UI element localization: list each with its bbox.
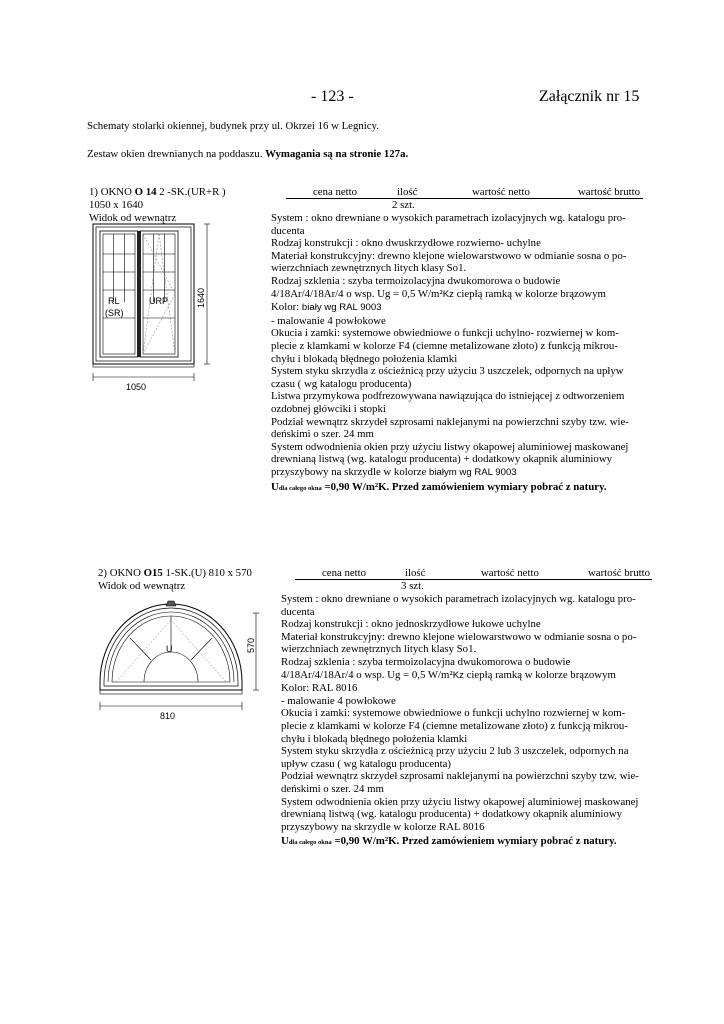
window1-columns-underline — [286, 198, 643, 199]
spec-line: ducenta — [271, 224, 305, 237]
spec-line: - malowanie 4 powłokowe — [271, 314, 386, 327]
window1-label-rl: RL — [108, 296, 120, 306]
window1-qty: 2 szt. — [392, 199, 415, 211]
window2-title-prefix: 2) OKNO — [98, 567, 141, 579]
window1-central-post — [137, 231, 141, 357]
spec-line: 4/18Ar/4/18Ar/4 o wsp. Ug = 0,5 W/m²Kz ciepłą ramką w kolorze brązowym — [281, 668, 616, 681]
window2-code: O15 — [143, 567, 163, 579]
spec-line: - malowanie 4 powłokowe — [281, 694, 396, 707]
window1-view: Widok od wewnątrz — [89, 212, 177, 224]
spec-line: chyłu i blokadą błędnego położenia klamki — [281, 732, 468, 745]
intro-line-2 — [87, 148, 408, 161]
window2-label-u: U — [166, 644, 173, 654]
spec-line: Rodzaj konstrukcji : okno jednoskrzydłowe łukowe uchylne — [281, 618, 541, 631]
window2-width-dim: 810 — [160, 711, 176, 721]
window1-label-urp: URP — [149, 296, 169, 306]
spec-line: przyszybowy na skrzydle w kolorze RAL 8016 — [281, 820, 485, 833]
spec-line: przyszybowy na skrzydle w kolorze białym wg RAL 9003 — [271, 465, 517, 478]
window1-title-prefix: 1) OKNO — [89, 186, 132, 198]
spec-line: Rodzaj konstrukcji : okno dwuskrzydłowe rozwierno- uchylne — [271, 237, 541, 250]
page-number: - 123 - — [311, 88, 354, 105]
window2-title — [98, 567, 252, 580]
attachment-label: Załącznik nr 15 — [539, 88, 640, 105]
spec-line-color: Kolor: biały wg RAL 9003 — [271, 301, 382, 314]
window1-right-sash — [140, 231, 178, 357]
col-value-gross: wartość brutto — [588, 567, 651, 579]
intro-line-1: Schematy stolarki okiennej, budynek przy ul. Okrzei 16 w Legnicy. — [87, 120, 379, 132]
spec-line: Podział wewnątrz skrzydeł szprosami naklejanymi na powierzchni szyby tzw. wie- — [271, 415, 629, 428]
spec-line: deńskimi o szer. 24 mm — [271, 428, 374, 441]
spec-line: System odwodnienia okien przy użyciu listwy okapowej aluminiowej maskowanej — [271, 440, 629, 453]
spec-line: drewnianą listwą (wg. katalogu producenta) + dodatkowy okapnik aluminiowy — [271, 453, 613, 466]
window1-label-sr: (SR) — [105, 308, 124, 318]
window1-drawing — [86, 222, 226, 394]
window1-width-dim: 1050 — [126, 382, 147, 392]
spec-line: czasu ( wg katalogu producenta) — [271, 377, 412, 390]
window2-sill — [100, 690, 242, 694]
window1-frame-outer — [93, 224, 194, 364]
col-value-net: wartość netto — [481, 567, 539, 579]
window2-height-dim: 570 — [246, 637, 256, 653]
col-qty: ilość — [397, 186, 418, 198]
spec-line: Materiał konstrukcyjny: drewno klejone wielowarstwowo w odmianie sosna o po- — [271, 249, 627, 262]
spec-line: plecie z klamkami w kolorze F4 (ciemne metalizowane złoto) z funkcją mikrou- — [271, 339, 618, 352]
spec-line: upływ czasu ( wg katalogu producenta) — [281, 757, 451, 770]
spec-line: Okucia i zamki: systemowe obwiedniowe o funkcji uchylno rozwiernej w kom- — [281, 707, 626, 720]
spec-line: deńskimi o szer. 24 mm — [281, 782, 384, 795]
intro-requirements: Wymagania są na stronie 127a. — [265, 148, 409, 160]
spec-line: ozdobnej główciki i stopki — [271, 402, 386, 415]
spec-line: Listwa przymykowa podfrezowywana nawiązująca do istniejącej z odtworzeniem — [271, 390, 625, 403]
window1-frame-inner — [96, 227, 191, 361]
window2-columns-header — [295, 567, 652, 581]
spec-line: Rodzaj szklenia : szyba termoizolacyjna dwukomorowa o budowie — [281, 655, 571, 668]
col-value-gross: wartość brutto — [578, 186, 641, 198]
spec-line: Materiał konstrukcyjny: drewno klejone wielowarstwowo w odmianie sosna o po- — [281, 630, 637, 643]
spec-line: 4/18Ar/4/18Ar/4 o wsp. Ug = 0,5 W/m²Kz ciepłą ramką w kolorze brązowym — [271, 287, 606, 300]
window1-columns-header — [286, 186, 643, 200]
window2-qty: 3 szt. — [401, 580, 424, 592]
spec-line: Rodzaj szklenia : szyba termoizolacyjna dwukomorowa o budowie — [271, 274, 561, 287]
window1-opening-lines — [143, 234, 175, 354]
window1-spec — [271, 212, 629, 496]
col-value-net: wartość netto — [472, 186, 530, 198]
col-price-net: cena netto — [313, 186, 358, 198]
spec-line: System odwodnienia okien przy użyciu listwy okapowej aluminiowej maskowanej — [281, 795, 639, 808]
col-price-net: cena netto — [322, 567, 367, 579]
window2-u-value: Udla całego okna =0,90 W/m²K. Przed zamówieniem wymiary pobrać z natury. — [281, 835, 617, 848]
window1-code: O 14 — [134, 186, 157, 198]
window1-height-dim: 1640 — [196, 287, 206, 308]
window1-size: 1050 x 1640 — [89, 199, 143, 211]
window2-spec — [281, 593, 639, 850]
spec-line: plecie z klamkami w kolorze F4 (ciemne metalizowane złoto) z funkcją mikrou- — [281, 719, 628, 732]
window1-left-sash — [100, 231, 138, 357]
spec-line: System : okno drewniane o wysokich parametrach izolacyjnych wg. katalogu pro- — [281, 593, 636, 605]
window2-view: Widok od wewnątrz — [98, 580, 186, 592]
spec-line: ducenta — [281, 605, 315, 618]
spec-line: System styku skrzydła z ościeżnicą przy użyciu 2 lub 3 uszczelek, odpornych na — [281, 745, 629, 758]
window1-title-suffix: 2 -SK.(UR+R ) — [159, 186, 226, 198]
spec-line: Okucia i zamki: systemowe obwiedniowe o funkcji uchylno- rozwiernej w kom- — [271, 327, 619, 340]
window2-title-suffix: 1-SK.(U) 810 x 570 — [165, 567, 252, 579]
window2-columns-underline — [295, 579, 652, 580]
spec-line-color: Kolor: RAL 8016 — [281, 682, 358, 695]
intro-text: Zestaw okien drewnianych na poddaszu. — [87, 148, 263, 160]
spec-line: wierzchniach zewnętrznych litych klasy So1. — [271, 262, 467, 275]
spec-line: Podział wewnątrz skrzydeł szprosami naklejanymi na powierzchni szyby tzw. wie- — [281, 770, 639, 783]
spec-line: wierzchniach zewnętrznych litych klasy So1. — [281, 643, 477, 656]
window1-title — [89, 186, 226, 199]
spec-line: System : okno drewniane o wysokich parametrach izolacyjnych wg. katalogu pro- — [271, 212, 626, 224]
window2-keystone — [166, 601, 176, 606]
spec-line: chyłu i blokadą błędnego położenia klamki — [271, 352, 458, 365]
spec-line: System styku skrzydła z ościeżnicą przy użyciu 3 uszczelek, odpornych na upływ — [271, 365, 624, 378]
col-qty: ilość — [405, 567, 426, 579]
spec-line: drewnianą listwą (wg. katalogu producenta) + dodatkowy okapnik aluminiowy — [281, 808, 623, 821]
window2-drawing — [92, 598, 274, 724]
window1-u-value: Udla całego okna =0,90 W/m²K. Przed zamówieniem wymiary pobrać z natury. — [271, 481, 607, 494]
